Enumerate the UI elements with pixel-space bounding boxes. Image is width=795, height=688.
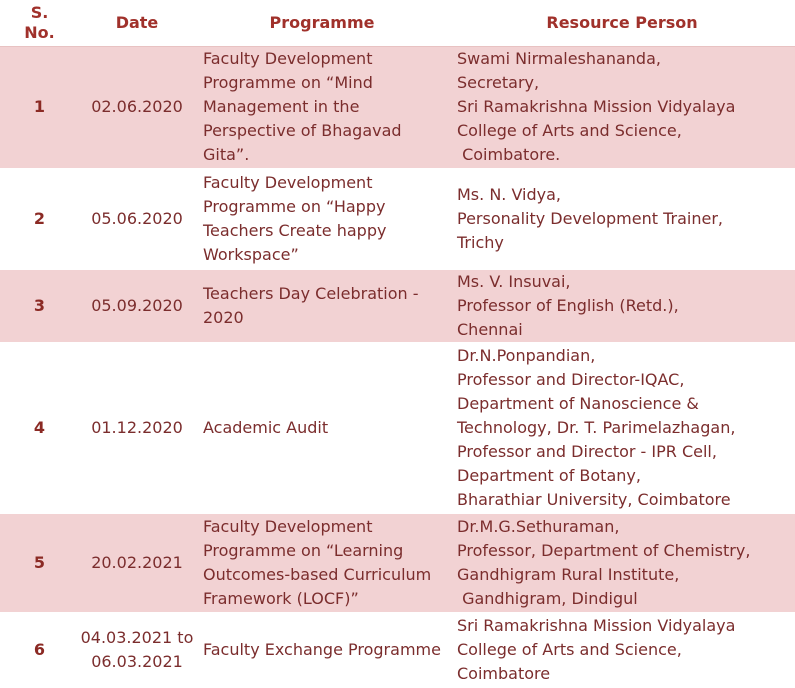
resource-line: Ms. N. Vidya, bbox=[457, 184, 562, 204]
cell-programme bbox=[195, 269, 449, 343]
programme-line: Teachers Create happy bbox=[203, 220, 387, 240]
programme-line: Programme on “Happy bbox=[203, 196, 386, 216]
cell-sno: 6 bbox=[0, 613, 79, 687]
resource-line: Professor and Director-IQAC, bbox=[457, 369, 685, 389]
header-row bbox=[0, 0, 795, 47]
resource-line: College of Arts and Science, bbox=[457, 639, 682, 659]
table-row bbox=[0, 169, 795, 269]
resource-line: College of Arts and Science, bbox=[457, 121, 682, 141]
programme-line: Management in the bbox=[203, 97, 360, 117]
programme-line: Teachers Day Celebration - bbox=[203, 283, 419, 303]
cell-sno: 2 bbox=[0, 169, 79, 269]
resource-line: Personality Development Trainer, bbox=[457, 208, 723, 228]
resource-line: Swami Nirmaleshananda, bbox=[457, 49, 661, 69]
header-sno-line-1: S. bbox=[30, 3, 49, 22]
resource-line: Department of Nanoscience & bbox=[457, 393, 699, 413]
programme-line: Faculty Development bbox=[203, 49, 373, 69]
programme-line: Gita”. bbox=[203, 145, 250, 165]
programme-line: Workspace” bbox=[203, 244, 299, 264]
cell-resource-person bbox=[449, 169, 795, 269]
header-sno-line-2: No. bbox=[24, 23, 55, 42]
resource-line: Professor, Department of Chemistry, bbox=[457, 540, 751, 560]
cell-date: 01.12.2020 bbox=[79, 343, 195, 513]
cell-date: 20.02.2021 bbox=[79, 513, 195, 613]
resource-line: Sri Ramakrishna Mission Vidyalaya bbox=[457, 97, 736, 117]
resource-line: Gandhigram, Dindigul bbox=[457, 588, 638, 608]
programme-line: Programme on “Mind bbox=[203, 73, 373, 93]
cell-resource-person bbox=[449, 343, 795, 513]
cell-programme bbox=[195, 513, 449, 613]
cell-programme bbox=[195, 343, 449, 513]
table-row bbox=[0, 269, 795, 343]
programme-line: Outcomes-based Curriculum bbox=[203, 564, 432, 584]
programme-line: Academic Audit bbox=[203, 417, 329, 437]
resource-line: Secretary, bbox=[457, 73, 540, 93]
date-line: 04.03.2021 to bbox=[80, 627, 194, 647]
resource-line: Coimbatore bbox=[457, 663, 551, 683]
cell-resource-person bbox=[449, 513, 795, 613]
cell-programme bbox=[195, 169, 449, 269]
cell-sno: 3 bbox=[0, 269, 79, 343]
programme-line: 2020 bbox=[203, 307, 244, 327]
programme-line: Faculty Exchange Programme bbox=[203, 639, 441, 659]
cell-sno: 4 bbox=[0, 343, 79, 513]
resource-line: Professor and Director - IPR Cell, bbox=[457, 441, 717, 461]
resource-line: Chennai bbox=[457, 319, 523, 339]
programme-line: Faculty Development bbox=[203, 516, 373, 536]
resource-line: Sri Ramakrishna Mission Vidyalaya bbox=[457, 615, 736, 635]
cell-resource-person bbox=[449, 47, 795, 169]
cell-resource-person bbox=[449, 269, 795, 343]
cell-resource-person bbox=[449, 613, 795, 687]
programme-line: Faculty Development bbox=[203, 172, 373, 192]
resource-line: Bharathiar University, Coimbatore bbox=[457, 489, 731, 509]
table-row bbox=[0, 47, 795, 169]
programme-line: Programme on “Learning bbox=[203, 540, 404, 560]
cell-sno: 1 bbox=[0, 47, 79, 169]
header-resource-person: Resource Person bbox=[449, 0, 795, 47]
date-line: 06.03.2021 bbox=[91, 651, 183, 671]
cell-sno: 5 bbox=[0, 513, 79, 613]
table-row bbox=[0, 343, 795, 513]
resource-line: Ms. V. Insuvai, bbox=[457, 271, 571, 291]
cell-programme bbox=[195, 47, 449, 169]
cell-programme bbox=[195, 613, 449, 687]
resource-line: Technology, Dr. T. Parimelazhagan, bbox=[457, 417, 736, 437]
table-row bbox=[0, 513, 795, 613]
header-programme: Programme bbox=[195, 0, 449, 47]
resource-line: Coimbatore. bbox=[457, 145, 561, 165]
programme-line: Perspective of Bhagavad bbox=[203, 121, 402, 141]
header-date: Date bbox=[79, 0, 195, 47]
cell-date bbox=[79, 613, 195, 687]
resource-line: Dr.M.G.Sethuraman, bbox=[457, 516, 620, 536]
cell-date: 05.06.2020 bbox=[79, 169, 195, 269]
resource-line: Department of Botany, bbox=[457, 465, 641, 485]
resource-line: Trichy bbox=[457, 232, 504, 252]
programme-line: Framework (LOCF)” bbox=[203, 588, 359, 608]
cell-date: 05.09.2020 bbox=[79, 269, 195, 343]
cell-date: 02.06.2020 bbox=[79, 47, 195, 169]
table-row bbox=[0, 613, 795, 687]
resource-line: Dr.N.Ponpandian, bbox=[457, 345, 596, 365]
resource-line: Professor of English (Retd.), bbox=[457, 295, 679, 315]
resource-line: Gandhigram Rural Institute, bbox=[457, 564, 680, 584]
header-sno bbox=[0, 0, 79, 47]
